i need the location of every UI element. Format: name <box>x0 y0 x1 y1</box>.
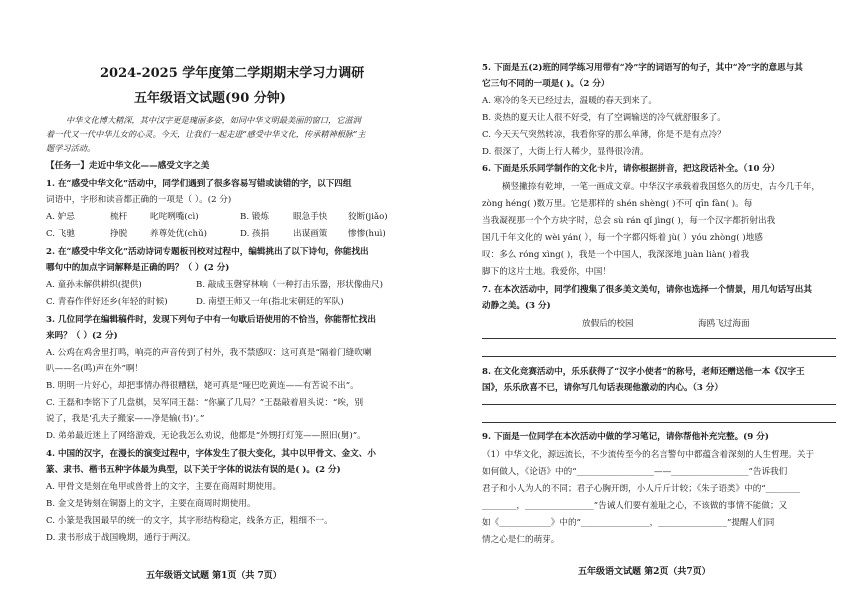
q7-answer-line-1[interactable] <box>482 338 836 339</box>
page-2-footer: 五年级语文试题 第2页（共7页） <box>578 567 711 577</box>
q3-option-c-2: 说了，我是‘孔夫子搬家——净是输(书)’。” <box>46 414 205 424</box>
q1-option-b-word3: 狡断(jiǎo) <box>348 212 388 222</box>
q5-line-1: 5. 下面是五(2)班的同学练习用带有“冷”字的词语写的句子，其中“冷”字的意思与其 <box>482 63 803 73</box>
q7-answer-line-2[interactable] <box>482 356 836 357</box>
q1-option-d-word3: 惨惨(huì) <box>348 229 386 239</box>
q1-line-1: 1. 在“感受中华文化”活动中，同学们遇到了很多容易写错或读错的字，以下四组 <box>46 179 352 189</box>
q6-passage-4: 国几千年文化的 wèi yán( ），每一个字都闪烁着 jù( ）yóu zhòng( )地感 <box>482 233 763 243</box>
exam-subtitle: 五年级语文试题(90 分钟) <box>134 91 286 106</box>
q8-answer-line-1[interactable] <box>482 404 836 405</box>
q6-passage-6: 脚下的这片土地。我爱你，中国！ <box>482 267 611 277</box>
exam-title: 2024-2025 学年度第二学期期末学习力调研 <box>100 66 365 81</box>
task-1-heading: 【任务一】走近中华文化——感受文字之美 <box>46 161 210 171</box>
q6-passage-5: 叹：多么 róng xìng( )，我是一个中国人，我深深地 juàn liàn( )着我 <box>482 250 750 260</box>
q1-option-c-word2: 挣脱 <box>110 229 128 239</box>
q1-line-2: 词语中，字形和读音都正确的一项是（ ）。(2 分) <box>46 195 232 205</box>
q9-passage-5: 如《____________》中的“________________，________________”提醒人们同 <box>482 518 775 528</box>
q5-option-b: B. 炎热的夏天让人很不好受，有了空调输送的冷气就舒服多了。 <box>482 113 726 123</box>
q2-option-a: A. 童孙未解供耕织(提供) <box>46 280 142 290</box>
q8-line-1: 8. 在文化竞赛活动中，乐乐获得了“汉字小使者”的称号，老师还赠送他一本《汉字王 <box>482 367 805 377</box>
intro-line-2: 着一代又一代中华儿女的心灵。今天，让我们一起走进“感受中华文化，传承精神根脉”主 <box>46 129 366 139</box>
q8-answer-line-2[interactable] <box>482 422 836 423</box>
q4-line-1: 4. 中国的汉字，在漫长的演变过程中，字体发生了很大变化，其中以甲骨文、金文、小 <box>46 449 376 459</box>
q1-option-d: D. 孩捐 <box>240 229 270 239</box>
intro-line-3: 题学习活动。 <box>46 143 96 153</box>
q2-option-d: D. 南望王师又一年(指北宋朝廷的军队) <box>196 297 344 307</box>
q3-option-a-2: 叭——名(鸣)声在外”啊！ <box>46 364 144 374</box>
q6-passage-2: zòng héng( )数万里。它是那样的 shén shèng( )不可 qīn fàn( )。每 <box>482 199 753 209</box>
q9-passage-6: 情之心是仁的萌芽。 <box>482 535 560 545</box>
q7-line-2: 动静之美。(3 分) <box>482 301 551 311</box>
page-1-footer: 五年级语文试题 第1页（共 7页） <box>146 571 282 581</box>
q5-option-a: A. 寒冷的冬天已经过去，温暖的春天到来了。 <box>482 96 657 106</box>
intro-paragraph <box>46 113 418 155</box>
q4-option-b: B. 金文是铸刻在铜器上的文字，主要在商周时期使用。 <box>46 499 256 509</box>
page-right <box>430 0 860 609</box>
q3-option-a-1: A. 公鸡在鸡舍里打鸣，响亮的声音传到了村外，我不禁感叹：这可真是“隔着门缝吹喇 <box>46 348 372 358</box>
q3-option-c-1: C. 王磊和李铭下了几盘棋，吴军同王磊：“你赢了几局？”王磊敲着眉头说：“唉，别 <box>46 398 364 408</box>
q5-line-2: 它三句不同的一项是( )。（2 分） <box>482 79 610 89</box>
q3-line-1: 3. 几位同学在编辑稿件时，发现下列句子中有一句歇后语使用的不恰当，你能帮忙找出 <box>46 315 376 325</box>
q7-option-2: 海鸥飞过海面 <box>698 319 750 329</box>
q1-option-d-word2: 出谋画策 <box>293 229 328 239</box>
q2-line-1: 2. 在“感受中华文化”活动诗词专题板刊校对过程中，编辑挑出了以下诗句，你能找出 <box>46 247 369 257</box>
q3-option-d: D. 弟弟最近迷上了网络游戏，无论我怎么劝说，他都是“外甥打灯笼——照旧(舅)”。 <box>46 431 366 441</box>
q1-option-a: A. 妒忌 <box>46 212 75 222</box>
q3-option-b: B. 明明一片好心，却把事情办得很糟糕，姥可真是“哑巴吃黄连——有苦说不出”。 <box>46 381 359 391</box>
q6-line-1: 6. 下面是乐乐同学制作的文化卡片，请你根据拼音，把这段话补全。（10 分） <box>482 164 780 174</box>
q9-passage-1: （1）中华文化，源远流长，不少流传至今的名言警句中都蕴含着深刻的人生哲理。关于 <box>482 450 815 460</box>
q9-passage-4: ________，________________”告诫人们要有羞耻之心，不该做的事情不能做；又 <box>482 501 788 511</box>
q6-passage-3: 当我凝视那一个个方块字时，总会 sù rán qǐ jìng( )，每一个汉字都折射出我 <box>482 216 776 226</box>
q9-passage-3: 君子和小人为人的不同；君子心胸开朗，小人斤斤计较；《朱子语类》中的“________ <box>482 484 801 494</box>
q3-line-2: 来吗？（ ）(2 分) <box>46 331 118 341</box>
q1-option-c-word3: 养尊处优(chǔ) <box>150 229 207 239</box>
q2-line-2: 哪句中的加点字词解释是正确的吗？（ ）(2 分) <box>46 263 230 273</box>
q1-option-a-word2: 梳杆 <box>110 212 128 222</box>
q4-option-d: D. 隶书形成于战国晚期，通行于两汉。 <box>46 533 196 543</box>
intro-line-1: 中华文化博大精深，其中汉字更是瑰丽多姿，如同中华文明最美丽的窗口，它滋润 <box>66 115 361 125</box>
q1-option-c: C. 飞驰 <box>46 229 75 239</box>
q2-option-b: B. 敲成玉磬穿林响（一种打击乐器，形状像曲尺) <box>196 280 384 290</box>
q9-passage-2: 如何做人，《论语》中的“__________________——__________________”告诉我们 <box>482 467 788 477</box>
q1-option-b: B. 锻炼 <box>240 212 269 222</box>
q7-line-1: 7. 在本次活动中，同学们搜集了很多美文美句，请你也选择一个情景，用几句话写出其 <box>482 285 812 295</box>
q4-line-2: 篆、隶书、楷书五种字体最为典型，以下关于字体的说法有误的是( )。(2 分) <box>46 465 341 475</box>
q1-option-a-word3: 叱咤咧嘴(cì) <box>150 212 199 222</box>
q4-option-a: A. 甲骨文是刻在龟甲或兽骨上的文字，主要在商周时期使用。 <box>46 482 282 492</box>
q9-line-1: 9. 下面是一位同学在本次活动中做的学习笔记，请你帮他补充完整。(9 分) <box>482 432 769 442</box>
q1-option-b-word2: 眼急手快 <box>293 212 328 222</box>
q2-option-c: C. 青春作伴好还乡(年轻的时候) <box>46 297 168 307</box>
q5-option-c: C. 今天天气突然转凉，我看你穿的那么单薄，你是不是有点冷？ <box>482 130 726 140</box>
q4-option-c: C. 小篆是我国最早的统一的文字，其字形结构稳定，线条方正，粗细不一。 <box>46 516 333 526</box>
q7-option-1: 放假后的校园 <box>582 319 634 329</box>
q6-passage-1: 横竖撇捺有乾坤，一笔一画成文章。中华汉字承载着我国悠久的历史，古今几千年， <box>502 182 820 192</box>
q5-option-d: D. 很深了，大街上行人稀少，显得很冷清。 <box>482 147 649 157</box>
q8-line-2: 国》，乐乐欣喜不已，请你写几句话表现他激动的内心。（3 分） <box>482 383 723 393</box>
